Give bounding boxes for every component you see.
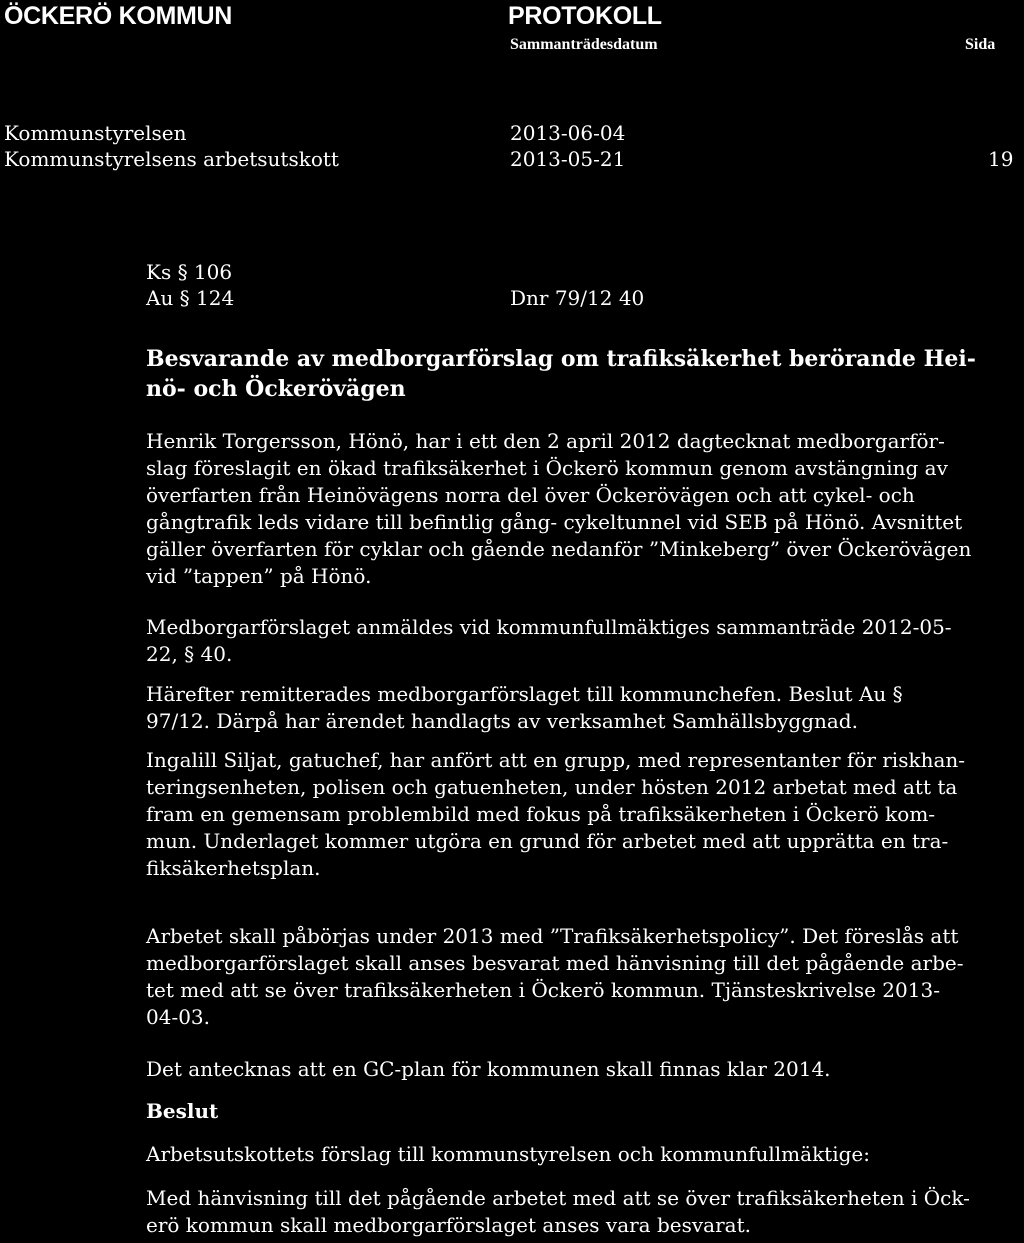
decision-intro bbox=[146, 1141, 1016, 1168]
paragraph-referral bbox=[146, 681, 1016, 735]
text-line: mun. Underlaget kommer utgöra en grund för arbetet med att upprätta en tra- bbox=[146, 829, 949, 853]
page-number: 19 bbox=[988, 147, 1014, 171]
au-paragraph: Au § 124 bbox=[146, 286, 235, 310]
text-line: överfarten från Heinövägens norra del över Öckerövägen och att cykel- och bbox=[146, 483, 915, 507]
text-line: Arbetsutskottets förslag till kommunstyrelsen och kommunfullmäktige: bbox=[146, 1142, 870, 1166]
meeting-date-committee: 2013-05-21 bbox=[510, 147, 626, 171]
item-title bbox=[146, 344, 1006, 404]
text-line: fiksäkerhetsplan. bbox=[146, 856, 321, 880]
text-line: tet med att se över trafiksäkerheten i Öckerö kommun. Tjänsteskrivelse 2013- bbox=[146, 978, 940, 1002]
page-label: Sida bbox=[965, 36, 996, 53]
paragraph-gc-plan bbox=[146, 1056, 1016, 1083]
paragraph-street-chief bbox=[146, 747, 1016, 882]
text-line: Härefter remitterades medborgarförslaget till kommunchefen. Beslut Au § bbox=[146, 682, 903, 706]
municipality-name: ÖCKERÖ KOMMUN bbox=[4, 2, 233, 30]
paragraph-work-start bbox=[146, 923, 1016, 1031]
item-title-line: nö- och Öckerövägen bbox=[146, 376, 406, 402]
text-line: vid ”tappen” på Hönö. bbox=[146, 564, 372, 588]
text-line: 22, § 40. bbox=[146, 642, 233, 666]
text-line: teringsenheten, polisen och gatuenheten, under hösten 2012 arbetat med att ta bbox=[146, 775, 958, 799]
text-line: fram en gemensam problembild med fokus på trafiksäkerheten i Öckerö kom- bbox=[146, 802, 936, 826]
meeting-date-label: Sammanträdesdatum bbox=[510, 36, 658, 53]
paragraph-announcement bbox=[146, 614, 1016, 668]
text-line: medborgarförslaget skall anses besvarat med hänvisning till det pågående arbe- bbox=[146, 951, 964, 975]
text-line: Henrik Torgersson, Hönö, har i ett den 2 april 2012 dagtecknat medborgarför- bbox=[146, 429, 945, 453]
text-line: gångtrafik leds vidare till befintlig gång- cykeltunnel vid SEB på Hönö. Avsnittet bbox=[146, 510, 963, 534]
meeting-body-board: Kommunstyrelsen bbox=[4, 121, 187, 145]
decision-heading: Beslut bbox=[146, 1099, 219, 1123]
text-line: Med hänvisning till det pågående arbetet med att se över trafiksäkerheten i Öck- bbox=[146, 1186, 970, 1210]
text-line: gäller överfarten för cyklar och gående nedanför ”Minkeberg” över Öckerövägen bbox=[146, 537, 972, 561]
item-title-line: Besvarande av medborgarförslag om trafiksäkerhet berörande Hei- bbox=[146, 346, 976, 372]
paragraph-proposal bbox=[146, 428, 1016, 590]
decision-text bbox=[146, 1185, 1016, 1239]
ks-paragraph: Ks § 106 bbox=[146, 260, 233, 284]
text-line: erö kommun skall medborgarförslaget anses vara besvarat. bbox=[146, 1213, 751, 1237]
text-line: Arbetet skall påbörjas under 2013 med ”Trafiksäkerhetspolicy”. Det föreslås att bbox=[146, 924, 959, 948]
text-line: Ingalill Siljat, gatuchef, har anfört att en grupp, med representanter för riskhan- bbox=[146, 748, 966, 772]
text-line: Medborgarförslaget anmäldes vid kommunfullmäktiges sammanträde 2012-05- bbox=[146, 615, 952, 639]
document-type: PROTOKOLL bbox=[508, 2, 662, 30]
meeting-body-committee: Kommunstyrelsens arbetsutskott bbox=[4, 147, 339, 171]
text-line: 04-03. bbox=[146, 1005, 211, 1029]
text-line: 97/12. Därpå har ärendet handlagts av verksamhet Samhällsbyggnad. bbox=[146, 709, 858, 733]
meeting-date-board: 2013-06-04 bbox=[510, 121, 626, 145]
text-line: Det antecknas att en GC-plan för kommunen skall finnas klar 2014. bbox=[146, 1057, 831, 1081]
diary-number: Dnr 79/12 40 bbox=[510, 286, 645, 310]
text-line: slag föreslagit en ökad trafiksäkerhet i Öckerö kommun genom avstängning av bbox=[146, 456, 948, 480]
